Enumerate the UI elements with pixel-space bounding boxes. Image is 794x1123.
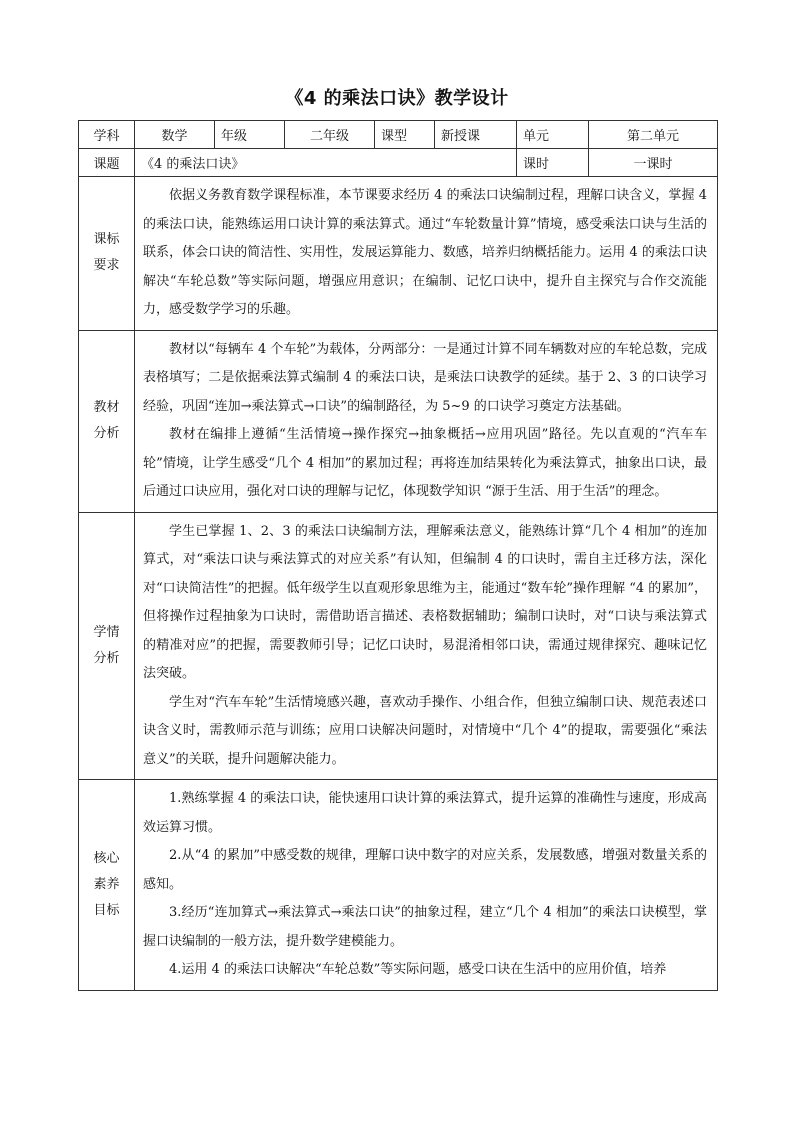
- unit-label: 单元: [517, 121, 589, 149]
- section-standards: [79, 177, 718, 331]
- grade-label: 年级: [215, 121, 285, 149]
- paragraph: 4.运用 4 的乘法口诀解决“车轮总数”等实际问题，感受口诀在生活中的应用价值，培养: [169, 962, 667, 977]
- period-value: 一课时: [589, 149, 718, 177]
- topic-value: 《4 的乘法口诀》: [135, 149, 517, 177]
- paragraph: 1.熟练掌握 4 的乘法口诀，能快速用口诀计算的乘法算式，提升运算的准确性与速度，形成高效运算习惯。: [143, 791, 707, 835]
- topic-label: 课题: [79, 149, 135, 177]
- document-title: 《4 的乘法口诀》教学设计: [285, 88, 509, 109]
- section-content: [135, 512, 718, 780]
- section-label: 课标 要求: [79, 177, 135, 331]
- period-label: 课时: [517, 149, 589, 177]
- paragraph: 依据义务教育数学课程标准，本节课要求经历 4 的乘法口诀编制过程，理解口诀含义，掌握 4 的乘法口诀，能熟练运用口诀计算的乘法算式。通过“车轮数量计算”情境，感受乘法口诀与生活的联系，体会口诀的简洁性、实用性，发展运算能力、数感，培养归纳概括能力。运用 4 的乘法口诀解决“车轮总数”等实际问题，增强应用意识；在编制、记忆口诀中，提升自主探究与合作交流能力，感受数学学习的乐趣。: [143, 188, 707, 317]
- section-content: [135, 330, 718, 512]
- section-label: 教材 分析: [79, 330, 135, 512]
- section-textbook-analysis: [79, 330, 718, 512]
- subject-value: 数学: [135, 121, 215, 149]
- section-label: 学情 分析: [79, 512, 135, 780]
- lesson-type-value: 新授课: [435, 121, 517, 149]
- paragraph: 2.从“4 的累加”中感受数的规律，理解口诀中数字的对应关系，发展数感，增强对数量关系的感知。: [143, 848, 707, 892]
- lesson-plan-table: [78, 120, 718, 991]
- paragraph: 学生已掌握 1、2、3 的乘法口诀编制方法，理解乘法意义，能熟练计算“几个 4 相加”的连加算式，对“乘法口诀与乘法算式的对应关系”有认知，但编制 4 的口诀时，需自主迁移方法，深化对“口诀简洁性”的把握。低年级学生以直观形象思维为主，能通过“数车轮”操作理解 “4 的累加”，但将操作过程抽象为口诀时，需借助语言描述、表格数据辅助；编制口诀时，对“口诀与乘法算式的精准对应”的把握，需要教师引导；记忆口诀时，易混淆相邻口诀，需通过规律探究、趣味记忆法突破。: [143, 523, 707, 681]
- section-core-competency-goals: [79, 780, 718, 991]
- paragraph: 教材以“每辆车 4 个车轮”为载体，分两部分：一是通过计算不同车辆数对应的车轮总数，完成表格填写；二是依据乘法算式编制 4 的乘法口诀，是乘法口诀教学的延续。基于 2、3 的口诀学习经验，巩固“连加→乘法算式→口诀”的编制路径，为 5~9 的口诀学习奠定方法基础。: [143, 341, 707, 414]
- paragraph: 3.经历“连加算式→乘法算式→乘法口诀”的抽象过程，建立“几个 4 相加”的乘法口诀模型，掌握口诀编制的一般方法，提升数学建模能力。: [143, 905, 707, 949]
- grade-value: 二年级: [285, 121, 375, 149]
- section-content: [135, 780, 718, 991]
- paragraph: 教材在编排上遵循“生活情境→操作探究→抽象概括→应用巩固”路径。先以直观的“汽车车轮”情境，让学生感受“几个 4 相加”的累加过程；再将连加结果转化为乘法算式，抽象出口诀，最后通过口诀应用，强化对口诀的理解与记忆，体现数学知识 “源于生活、用于生活”的理念。: [143, 427, 707, 499]
- section-label: 核心 素养 目标: [79, 780, 135, 991]
- paragraph: 学生对“汽车车轮”生活情境感兴趣，喜欢动手操作、小组合作，但独立编制口诀、规范表述口诀含义时，需教师示范与训练；应用口诀解决问题时，对情境中“几个 4”的提取，需要强化“乘法意义”的关联，提升问题解决能力。: [143, 694, 707, 767]
- section-content: [135, 177, 718, 331]
- topic-row: [79, 149, 718, 177]
- lesson-type-label: 课型: [375, 121, 435, 149]
- header-row: [79, 121, 718, 149]
- unit-value: 第二单元: [589, 121, 718, 149]
- section-student-analysis: [79, 512, 718, 780]
- subject-label: 学科: [79, 121, 135, 149]
